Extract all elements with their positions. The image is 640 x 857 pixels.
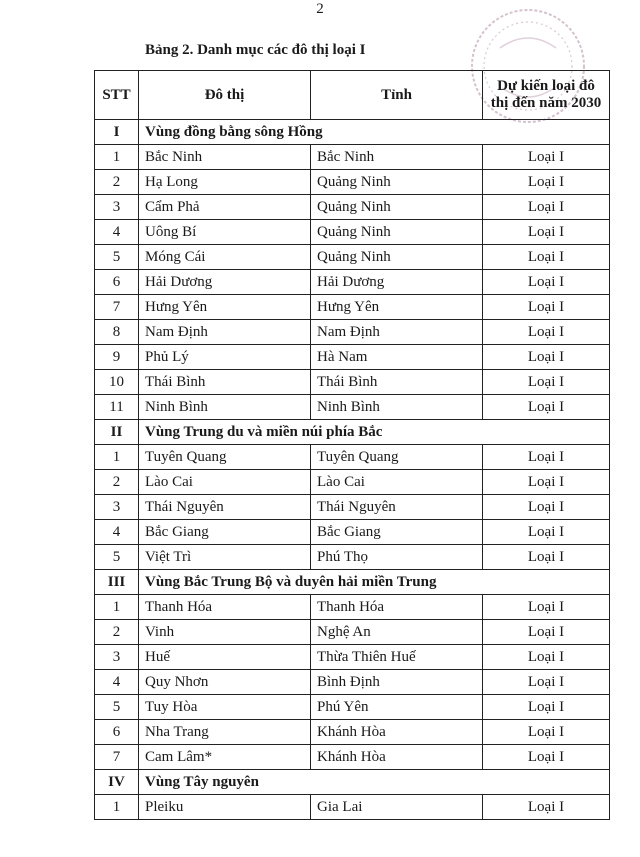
cell-stt: 6: [95, 270, 139, 295]
page-number: 2: [316, 1, 324, 17]
table-row: [95, 320, 610, 345]
cell-loai: Loại I: [483, 145, 610, 170]
cell-do-thi: Hải Dương: [139, 270, 311, 295]
cell-tinh: Khánh Hòa: [311, 720, 483, 745]
cell-stt: 8: [95, 320, 139, 345]
cell-tinh: Thừa Thiên Huế: [311, 645, 483, 670]
cell-do-thi: Quy Nhơn: [139, 670, 311, 695]
table-row: [95, 345, 610, 370]
cell-stt: 3: [95, 495, 139, 520]
cell-tinh: Phú Yên: [311, 695, 483, 720]
table-row: [95, 695, 610, 720]
cell-stt: 1: [95, 795, 139, 820]
table-caption: Bảng 2. Danh mục các đô thị loại I: [145, 42, 366, 58]
cell-tinh: Tuyên Quang: [311, 445, 483, 470]
table-row: [95, 645, 610, 670]
cell-tinh: Bình Định: [311, 670, 483, 695]
cell-loai: Loại I: [483, 520, 610, 545]
cell-loai: Loại I: [483, 370, 610, 395]
cell-stt: 9: [95, 345, 139, 370]
cell-tinh: Nghệ An: [311, 620, 483, 645]
table-row: [95, 170, 610, 195]
table-row: [95, 595, 610, 620]
cell-loai: Loại I: [483, 320, 610, 345]
cell-do-thi: Thái Bình: [139, 370, 311, 395]
cell-loai: Loại I: [483, 220, 610, 245]
cell-stt: 2: [95, 170, 139, 195]
region-name: Vùng Trung du và miền núi phía Bắc: [139, 420, 610, 445]
cell-tinh: Quảng Ninh: [311, 220, 483, 245]
cell-do-thi: Hưng Yên: [139, 295, 311, 320]
cell-do-thi: Thanh Hóa: [139, 595, 311, 620]
cell-stt: 3: [95, 645, 139, 670]
cell-do-thi: Ninh Bình: [139, 395, 311, 420]
cell-stt: 4: [95, 520, 139, 545]
table-row: [95, 470, 610, 495]
header-stt: STT: [95, 71, 139, 120]
header-do-thi: Đô thị: [139, 71, 311, 120]
cell-do-thi: Lào Cai: [139, 470, 311, 495]
cell-stt: 2: [95, 470, 139, 495]
cell-stt: 7: [95, 295, 139, 320]
cell-loai: Loại I: [483, 195, 610, 220]
cell-loai: Loại I: [483, 745, 610, 770]
region-row: [95, 420, 610, 445]
cell-loai: Loại I: [483, 720, 610, 745]
cell-tinh: Thái Nguyên: [311, 495, 483, 520]
cell-tinh: Hưng Yên: [311, 295, 483, 320]
table-body: [95, 120, 610, 820]
table-row: [95, 145, 610, 170]
table-row: [95, 445, 610, 470]
cell-tinh: Khánh Hòa: [311, 745, 483, 770]
region-code: II: [95, 420, 139, 445]
cell-loai: Loại I: [483, 695, 610, 720]
table-row: [95, 745, 610, 770]
cell-tinh: Thanh Hóa: [311, 595, 483, 620]
cell-stt: 5: [95, 245, 139, 270]
cell-do-thi: Thái Nguyên: [139, 495, 311, 520]
cell-loai: Loại I: [483, 620, 610, 645]
cell-tinh: Phú Thọ: [311, 545, 483, 570]
cell-tinh: Bắc Giang: [311, 520, 483, 545]
cell-stt: 5: [95, 545, 139, 570]
region-row: [95, 770, 610, 795]
cell-loai: Loại I: [483, 470, 610, 495]
cell-do-thi: Huế: [139, 645, 311, 670]
cell-do-thi: Việt Trì: [139, 545, 311, 570]
region-name: Vùng Tây nguyên: [139, 770, 610, 795]
cell-loai: Loại I: [483, 245, 610, 270]
cell-loai: Loại I: [483, 545, 610, 570]
table-row: [95, 670, 610, 695]
cell-loai: Loại I: [483, 795, 610, 820]
cell-do-thi: Uông Bí: [139, 220, 311, 245]
cell-loai: Loại I: [483, 170, 610, 195]
table-row: [95, 195, 610, 220]
table-row: [95, 620, 610, 645]
cell-loai: Loại I: [483, 445, 610, 470]
cell-do-thi: Hạ Long: [139, 170, 311, 195]
cell-loai: Loại I: [483, 645, 610, 670]
cell-tinh: Bắc Ninh: [311, 145, 483, 170]
cell-stt: 1: [95, 445, 139, 470]
region-name: Vùng Bắc Trung Bộ và duyên hải miền Trung: [139, 570, 610, 595]
cell-stt: 11: [95, 395, 139, 420]
cell-stt: 2: [95, 620, 139, 645]
cell-tinh: Ninh Bình: [311, 395, 483, 420]
cell-loai: Loại I: [483, 295, 610, 320]
cell-stt: 6: [95, 720, 139, 745]
region-code: I: [95, 120, 139, 145]
cell-loai: Loại I: [483, 595, 610, 620]
table-row: [95, 520, 610, 545]
cell-tinh: Nam Định: [311, 320, 483, 345]
table-row: [95, 295, 610, 320]
table-row: [95, 270, 610, 295]
header-du-kien: Dự kiến loại đô thị đến năm 2030: [483, 71, 610, 120]
region-row: [95, 120, 610, 145]
cell-do-thi: Phủ Lý: [139, 345, 311, 370]
cell-tinh: Gia Lai: [311, 795, 483, 820]
cell-stt: 3: [95, 195, 139, 220]
cell-do-thi: Nam Định: [139, 320, 311, 345]
cell-stt: 4: [95, 220, 139, 245]
region-row: [95, 570, 610, 595]
cell-do-thi: Pleiku: [139, 795, 311, 820]
table-row: [95, 245, 610, 270]
cell-tinh: Quảng Ninh: [311, 195, 483, 220]
cell-do-thi: Bắc Ninh: [139, 145, 311, 170]
cell-stt: 7: [95, 745, 139, 770]
table-row: [95, 720, 610, 745]
cell-do-thi: Tuy Hòa: [139, 695, 311, 720]
cell-do-thi: Móng Cái: [139, 245, 311, 270]
table-row: [95, 495, 610, 520]
cell-tinh: Lào Cai: [311, 470, 483, 495]
cell-stt: 1: [95, 595, 139, 620]
table-row: [95, 545, 610, 570]
table-row: [95, 220, 610, 245]
cell-tinh: Quảng Ninh: [311, 170, 483, 195]
cell-loai: Loại I: [483, 495, 610, 520]
cell-stt: 1: [95, 145, 139, 170]
cell-do-thi: Bắc Giang: [139, 520, 311, 545]
cell-stt: 4: [95, 670, 139, 695]
table-row: [95, 370, 610, 395]
cell-stt: 5: [95, 695, 139, 720]
table-header-row: [95, 71, 610, 120]
cell-tinh: Hà Nam: [311, 345, 483, 370]
cell-tinh: Quảng Ninh: [311, 245, 483, 270]
cell-loai: Loại I: [483, 345, 610, 370]
cell-do-thi: Tuyên Quang: [139, 445, 311, 470]
region-code: III: [95, 570, 139, 595]
cell-loai: Loại I: [483, 270, 610, 295]
region-code: IV: [95, 770, 139, 795]
cell-do-thi: Vinh: [139, 620, 311, 645]
cell-do-thi: Cẩm Phả: [139, 195, 311, 220]
header-tinh: Tỉnh: [311, 71, 483, 120]
cell-loai: Loại I: [483, 670, 610, 695]
region-name: Vùng đồng bằng sông Hồng: [139, 120, 610, 145]
cell-loai: Loại I: [483, 395, 610, 420]
table-row: [95, 395, 610, 420]
cell-stt: 10: [95, 370, 139, 395]
cell-tinh: Hải Dương: [311, 270, 483, 295]
cell-do-thi: Cam Lâm*: [139, 745, 311, 770]
urban-classification-table: [94, 70, 610, 820]
table-row: [95, 795, 610, 820]
cell-tinh: Thái Bình: [311, 370, 483, 395]
cell-do-thi: Nha Trang: [139, 720, 311, 745]
